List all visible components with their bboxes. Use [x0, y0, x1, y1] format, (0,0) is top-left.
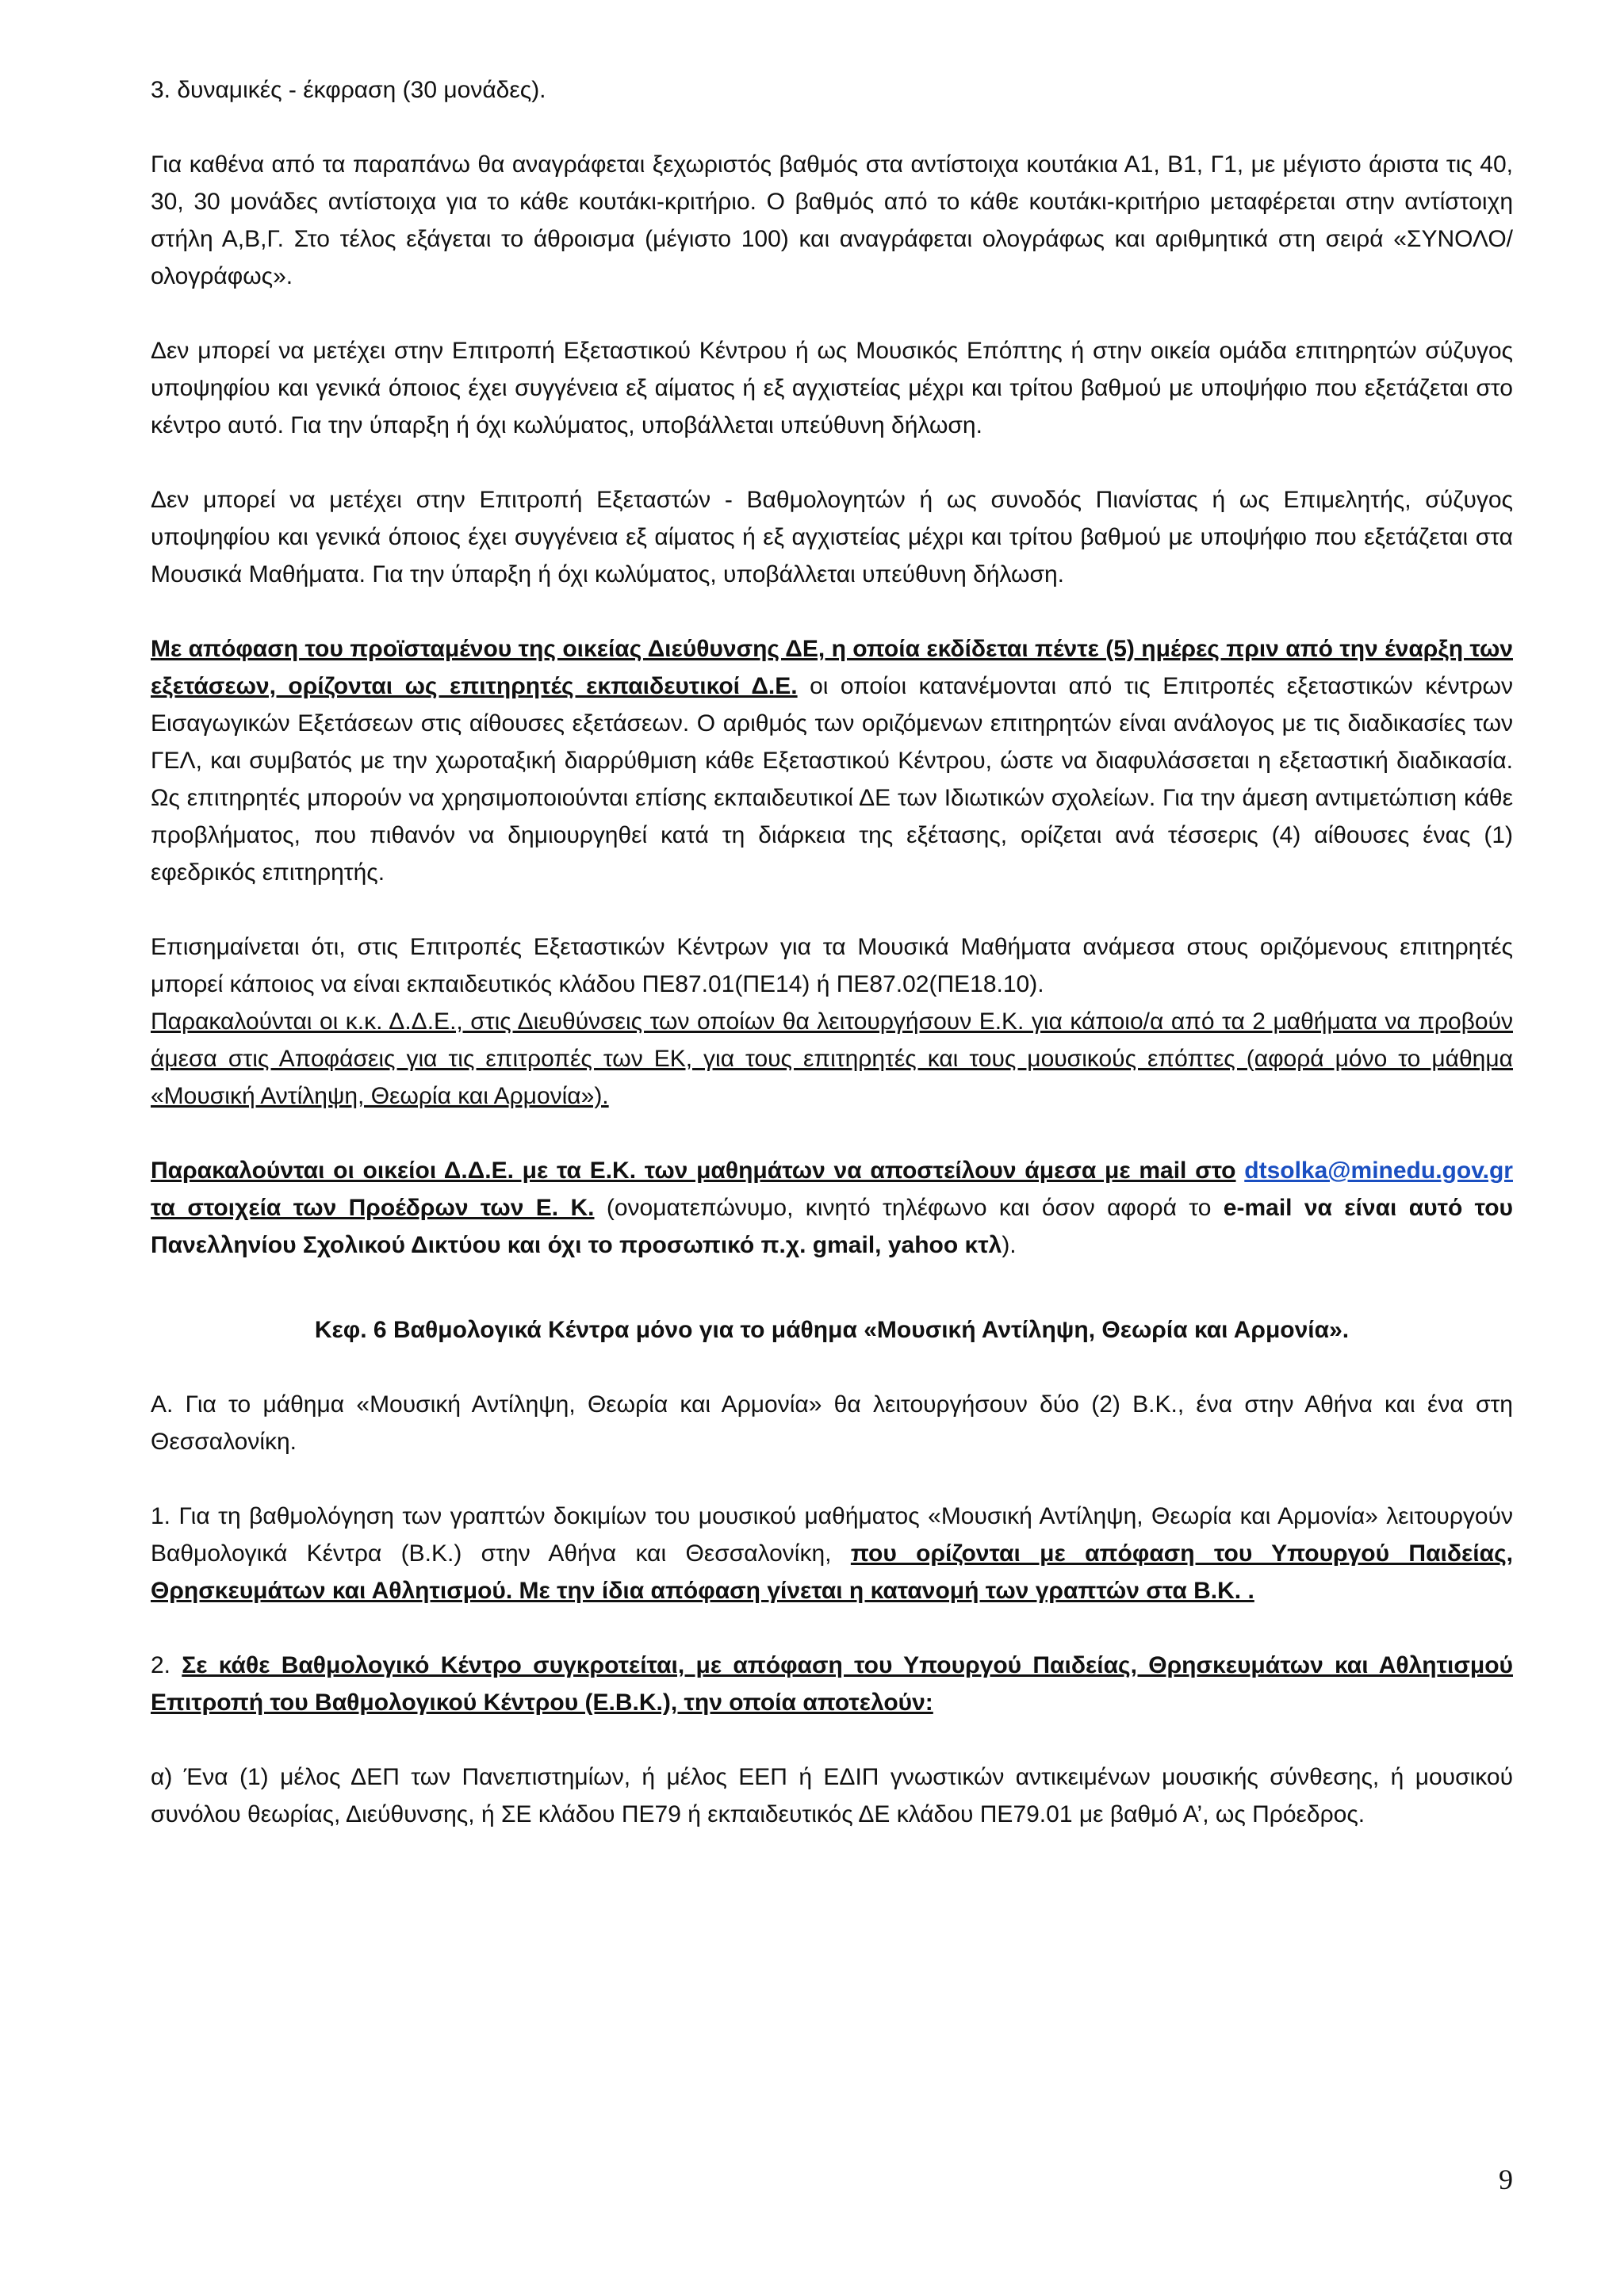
paragraph-committee-president: α) Ένα (1) μέλος ΔΕΠ των Πανεπιστημίων, ή μέλος ΕΕΠ ή ΕΔΙΠ γνωστικών αντικειμένων μουσικής σύνθεσης, ή μουσικού συνόλου θεωρίας, Διεύθυνσης, ή ΣΕ κλάδου ΠΕ79 ή εκπαιδευτικός ΔΕ κλάδου ΠΕ79.01 με βαθμό Α’, ως Πρόεδρος.	[151, 1764, 1513, 1827]
contact-details-text: (ονοματεπώνυμο, κινητό τηλέφωνο και όσον αφορά το	[594, 1195, 1224, 1221]
email-link[interactable]: dtsolka@minedu.gov.gr	[1244, 1158, 1513, 1184]
paragraph-email-request	[151, 1152, 1513, 1264]
paragraph-grading-boxes: Για καθένα από τα παραπάνω θα αναγράφεται ξεχωριστός βαθμός στα αντίστοιχα κουτάκια Α1, Β1, Γ1, με μέγιστο άριστα τις 40, 30, 30 μονάδες αντίστοιχα για το κάθε κουτάκι-κριτήριο. Ο βαθμός από το κάθε κουτάκι-κριτήριο μεταφέρεται στην αντίστοιχη στήλη Α,Β,Γ. Στο τέλος εξάγεται το άθροισμα (μέγιστο 100) και αναγράφεται ολογράφως και αριθμητικά στη σειρά «ΣΥΝΟΛΟ/ολογράφως».	[151, 151, 1513, 289]
music-teachers-note-text: Επισημαίνεται ότι, στις Επιτροπές Εξεταστικών Κέντρων για τα Μουσικά Μαθήματα ανάμεσα στους οριζόμενους επιτηρητές μπορεί κάποιος να είναι εκπαιδευτικός κλάδου ΠΕ87.01(ΠΕ14) ή ΠΕ87.02(ΠΕ18.10).	[151, 934, 1513, 997]
document-body	[151, 71, 1513, 1870]
email-request-text: Παρακαλούνται οι οικείοι Δ.Δ.Ε. με τα Ε.Κ. των μαθημάτων να αποστείλουν άμεσα με mail στο	[151, 1158, 1236, 1184]
paragraph-grading-centres-count: Α. Για το μάθημα «Μουσική Αντίληψη, Θεωρία και Αρμονία» θα λειτουργήσουν δύο (2) Β.Κ., ένα στην Αθήνα και ένα στη Θεσσαλονίκη.	[151, 1391, 1513, 1455]
presidents-details-text: τα στοιχεία των Προέδρων των Ε. Κ.	[151, 1195, 595, 1221]
directors-request-text: Παρακαλούνται οι κ.κ. Δ.Δ.Ε., στις Διευθύνσεις των οποίων θα λειτουργήσουν Ε.Κ. για κάποιο/α από τα 2 μαθήματα να προβούν άμεσα στις Αποφάσεις για τις επιτροπές των ΕΚ, για τους επιτηρητές και τους μουσικούς επόπτες (αφορά μόνο το μάθημα «Μουσική Αντίληψη, Θεωρία και Αρμονία»).	[151, 1008, 1513, 1109]
closing-paren-text: ).	[1002, 1232, 1017, 1258]
invigilators-details-text: οι οποίοι κατανέμονται από τις Επιτροπές εξεταστικών κέντρων Εισαγωγικών Εξετάσεων στις αίθουσες εξετάσεων. Ο αριθμός των οριζόμενων επιτηρητών είναι ανάλογος με τις διαδικασίες των ΓΕΛ, και συμβατός με την χωροταξική διαρρύθμιση κάθε Εξεταστικού Κέντρου, ώστε να διαφυλάσσεται η εξεταστική διαδικασία. Ως επιτηρητές μπορούν να χρησιμοποιούνται επίσης εκπαιδευτικοί ΔΕ των Ιδιωτικών σχολείων. Για την άμεση αντιμετώπιση κάθε προβλήματος, που πιθανόν να δημιουργηθεί κατά τη διάρκεια της εξέτασης, ορίζεται ανά τέσσερις (4) αίθουσες ένας (1) εφεδρικός επιτηρητής.	[151, 673, 1513, 886]
invigilators-decision-text: Με απόφαση του προϊσταμένου της οικείας Διεύθυνσης ΔΕ, η οποία εκδίδεται πέντε (5) ημέρες πριν από την έναρξη των εξετάσεων, ορίζονται ως επιτηρητές εκπαιδευτικοί Δ.Ε.	[151, 636, 1513, 699]
grading-centres-intro-text: 1. Για τη βαθμολόγηση των γραπτών δοκιμίων του μουσικού μαθήματος «Μουσική Αντίληψη, Θεωρία και Αρμονία» λειτουργούν Βαθμολογικά Κέντρα (Β.Κ.) στην Αθήνα και Θεσσαλονίκη,	[151, 1503, 1513, 1567]
school-network-email-text: e-mail να είναι αυτό του Πανελληνίου Σχολικού Δικτύου και όχι το προσωπικό π.χ. gmail, yahoo κτλ	[151, 1195, 1513, 1258]
paragraph-invigilators	[151, 630, 1513, 891]
paragraph-grading-centres-operation	[151, 1498, 1513, 1609]
paragraph-music-teachers-note	[151, 928, 1513, 1115]
paragraph-examiners-exclusion: Δεν μπορεί να μετέχει στην Επιτροπή Εξεταστών - Βαθμολογητών ή ως συνοδός Πιανίστας ή ως Επιμελητής, σύζυγος υποψηφίου και γενικά όποιος έχει συγγένεια εξ αίματος ή εξ αγχιστείας μέχρι και τρίτου βαθμού με υποψήφιο που εξετάζεται στα Μουσικά Μαθήματα. Για την ύπαρξη ή όχι κωλύματος, υποβάλλεται υπεύθυνη δήλωση.	[151, 487, 1513, 587]
grading-centres-decision-text: που ορίζονται με απόφαση του Υπουργού Παιδείας, Θρησκευμάτων και Αθλητισμού. Με την ίδια απόφαση γίνεται η κατανομή των γραπτών στα Β.Κ. .	[151, 1540, 1514, 1604]
chapter-heading: Κεφ. 6 Βαθμολογικά Κέντρα μόνο για το μάθημα «Μουσική Αντίληψη, Θεωρία και Αρμονία».	[314, 1317, 1350, 1343]
page-number: 9	[1499, 2164, 1513, 2195]
paragraph-grading-committee	[151, 1647, 1513, 1721]
paragraph-criteria-item: 3. δυναμικές - έκφραση (30 μονάδες).	[151, 77, 546, 103]
item-number: 2.	[151, 1652, 182, 1678]
paragraph-exam-centre-exclusion: Δεν μπορεί να μετέχει στην Επιτροπή Εξεταστικού Κέντρου ή ως Μουσικός Επόπτης ή στην οικεία ομάδα επιτηρητών σύζυγος υποψηφίου και γενικά όποιος έχει συγγένεια εξ αίματος ή εξ αγχιστείας μέχρι και τρίτου βαθμού με υποψήφιο που εξετάζεται στο κέντρο αυτό. Για την ύπαρξη ή όχι κωλύματος, υποβάλλεται υπεύθυνη δήλωση.	[151, 338, 1513, 438]
grading-committee-text: Σε κάθε Βαθμολογικό Κέντρο συγκροτείται, με απόφαση του Υπουργού Παιδείας, Θρησκευμάτων και Αθλητισμού Επιτροπή του Βαθμολογικού Κέντρου (Ε.Β.Κ.), την οποία αποτελούν:	[151, 1652, 1513, 1716]
